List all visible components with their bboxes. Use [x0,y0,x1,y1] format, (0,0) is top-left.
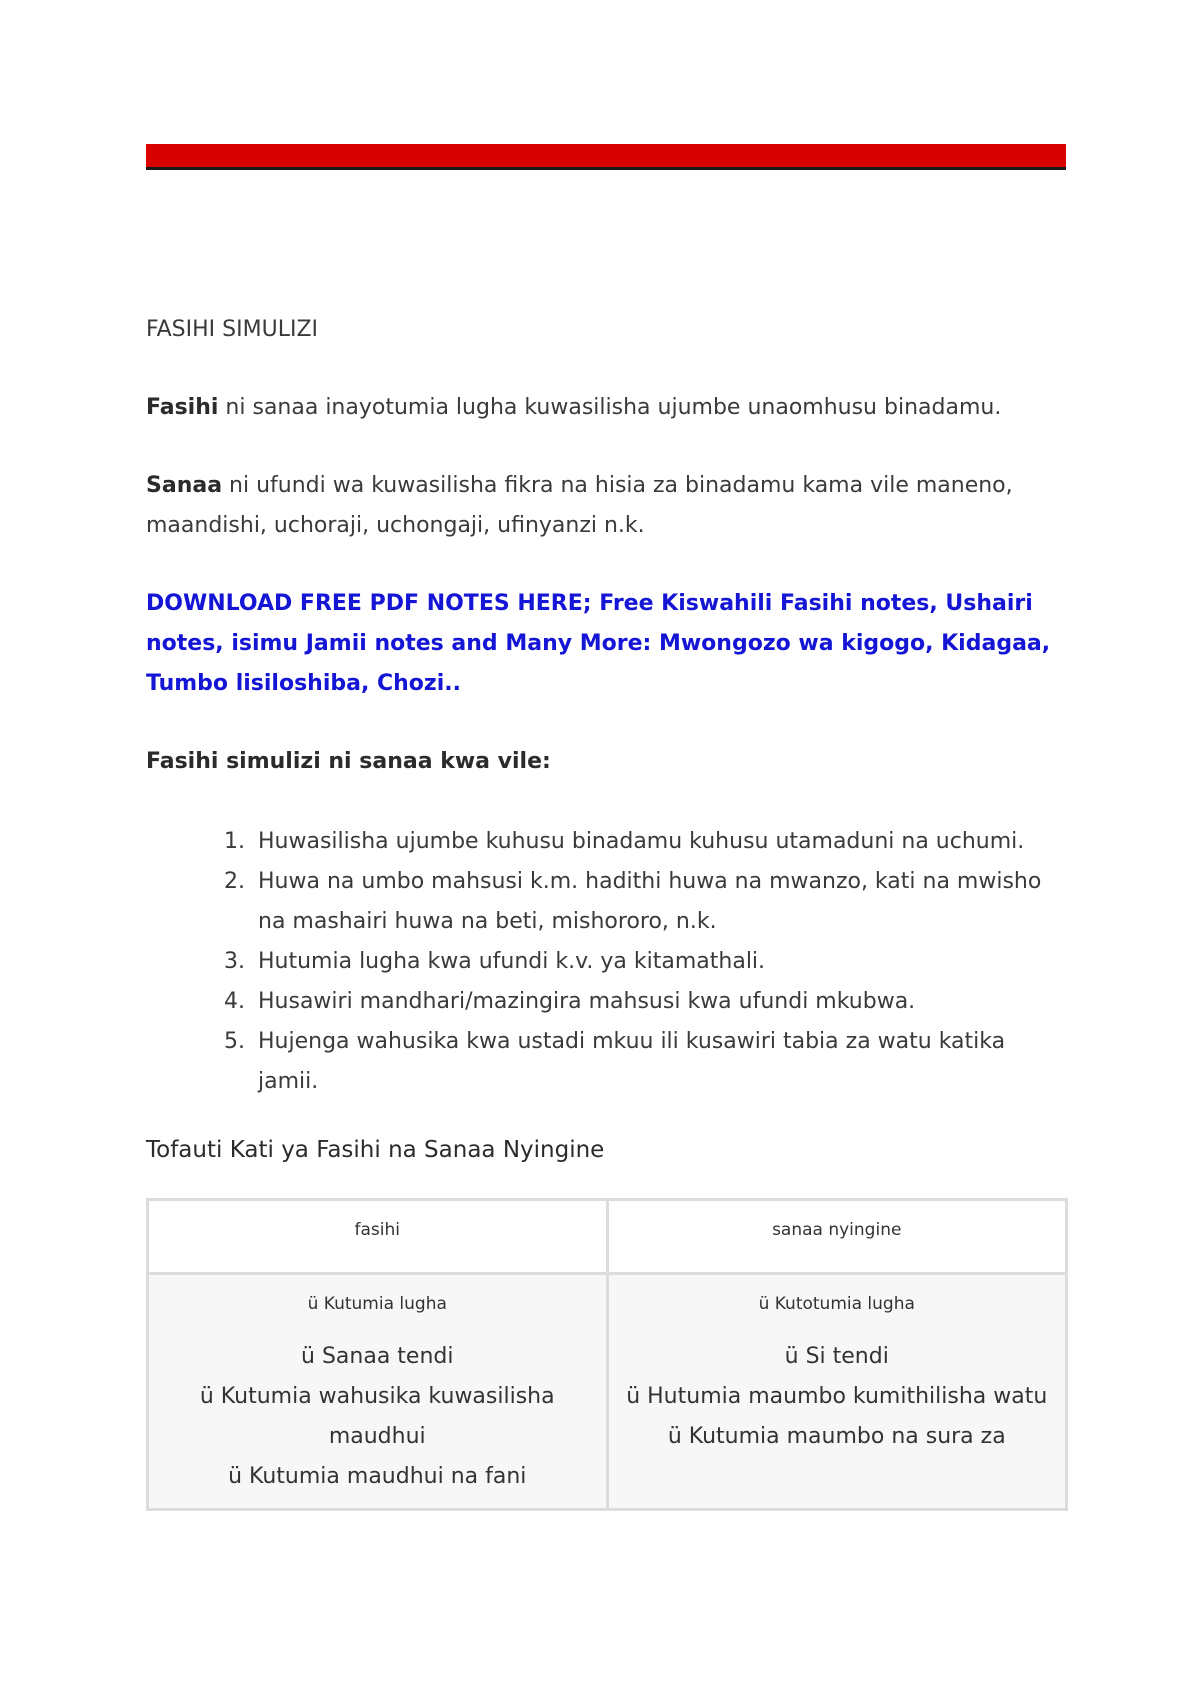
list-item: 2. Huwa na umbo mahsusi k.m. hadithi huwa na mwanzo, kati na mwisho na mashairi huwa na beti, mishororo, n.k. [252,862,1066,942]
download-notes-link[interactable]: DOWNLOAD FREE PDF NOTES HERE; Free Kiswahili Fasihi notes, Ushairi notes, isimu Jamii notes and Many More: Mwongozo wa kigogo, Kidagaa, Tumbo lisiloshiba, Chozi.. [146,591,1051,696]
cell-line: ü Hutumia maumbo kumithilisha watu [626,1384,1048,1409]
list-item: 1. Huwasilisha ujumbe kuhusu binadamu kuhusu utamaduni na uchumi. [252,822,1066,862]
list-item: 5. Hujenga wahusika kwa ustadi mkuu ili kusawiri tabia za watu katika jamii. [252,1022,1066,1102]
cell-lines [610,1337,1065,1457]
reasons-list [146,822,1066,1102]
definition-term: Fasihi [146,395,219,420]
list-item: 3. Hutumia lugha kwa ufundi k.v. ya kitamathali. [252,942,1066,982]
cell-line: ü Kutumia maudhui na fani [228,1464,527,1489]
header-red-bar [146,144,1066,170]
cell-line: ü Kutumia maumbo na sura za [667,1424,1006,1449]
definition-term: Sanaa [146,473,223,498]
cell-line: ü Si tendi [784,1344,889,1369]
cell-fasihi-features [148,1274,608,1510]
cell-line: ü Sanaa tendi [301,1344,454,1369]
cell-line: ü Kutumia wahusika kuwasilisha maudhui [199,1384,555,1449]
list-item: 4. Husawiri mandhari/mazingira mahsusi kwa ufundi mkubwa. [252,982,1066,1022]
definition-sanaa [146,466,1066,546]
subheading: Fasihi simulizi ni sanaa kwa vile: [146,749,551,774]
main-content [146,310,1066,1511]
table-header-row [148,1200,1067,1274]
cell-sanaa-features [607,1274,1067,1510]
definition-fasihi [146,388,1066,428]
cell-small-line: ü Kutotumia lugha [758,1294,915,1314]
comparison-table [146,1198,1068,1511]
definition-text: ni sanaa inayotumia lugha kuwasilisha ujumbe unaomhusu binadamu. [218,395,1002,420]
cell-small-line: ü Kutumia lugha [307,1294,447,1314]
table-row [148,1274,1067,1510]
definition-text: ni ufundi wa kuwasilisha fikra na hisia za binadamu kama vile maneno, maandishi, uchoraji, uchongaji, ufinyanzi n.k. [146,473,1013,538]
header-cell-fasihi: fasihi [148,1200,608,1274]
section-title: Tofauti Kati ya Fasihi na Sanaa Nyingine [146,1137,605,1163]
cell-lines [150,1337,605,1497]
header-cell-sanaa-nyingine: sanaa nyingine [607,1200,1067,1274]
page-title: FASIHI SIMULIZI [146,317,319,342]
